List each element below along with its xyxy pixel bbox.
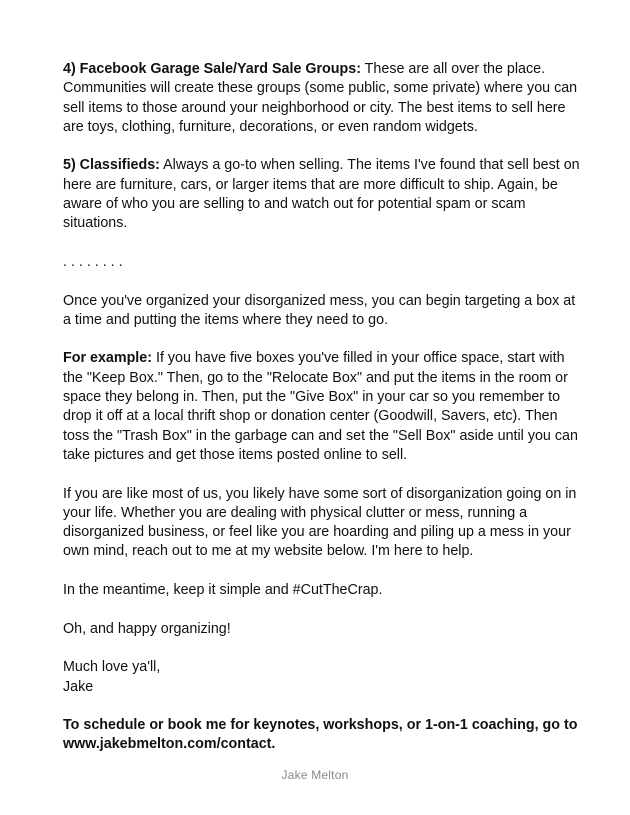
signoff-name: Jake [63, 678, 94, 695]
classifieds-heading: 5) Classifieds: [63, 157, 160, 174]
facebook-groups-heading: 4) Facebook Garage Sale/Yard Sale Groups: [63, 61, 361, 77]
example-text: If you have five boxes you've filled in your office space, start with the "Keep Box." Then, go to the "Relocate Box" and put the items in the room or space they belong in. Then, put the "Give Box" in your car so you remember to drop it off at a local thrift shop or donation center (Goodwill, Savers, etc). Then toss the "Trash Box" in the garbage can and set the "Sell Box" aside until you can take pictures and get those items posted online to sell. [63, 350, 578, 463]
paragraph-happy-organizing [63, 620, 583, 639]
divider-dots-text: . . . . . . . . [63, 253, 123, 270]
paragraph-facebook-groups [63, 60, 583, 137]
call-to-action-text: To schedule or book me for keynotes, workshops, or 1-on-1 coaching, go to www.jakebmelton.com/contact. [63, 717, 578, 753]
paragraph-targeting-boxes [63, 292, 583, 331]
signoff [63, 658, 583, 697]
classifieds-text: Always a go-to when selling. The items I've found that sell best on here are furniture, cars, or larger items that are more difficult to ship. Again, be aware of who you are selling to and watch out for potential spam or scam situations. [63, 157, 580, 232]
call-to-action [63, 716, 583, 755]
disorganization-text: If you are like most of us, you likely have some sort of disorganization going on in your life. Whether you are dealing with physical clutter or mess, running a disorganized business, or feel like you are hoarding and piling up a mess in your own mind, reach out to me at my website below. I'm here to help. [63, 485, 577, 560]
paragraph-meantime [63, 581, 583, 600]
targeting-boxes-text: Once you've organized your disorganized mess, you can begin targeting a box at a time and putting the items where they need to go. [63, 292, 576, 328]
paragraph-disorganization [63, 485, 583, 562]
happy-organizing-text: Oh, and happy organizing! [63, 620, 231, 637]
paragraph-classifieds [63, 156, 583, 233]
page-footer: Jake Melton [281, 768, 349, 782]
signoff-line: Much love ya'll, [63, 659, 161, 676]
paragraph-example [63, 349, 583, 465]
example-heading: For example: [63, 350, 152, 367]
document-body [63, 60, 583, 774]
meantime-text: In the meantime, keep it simple and #CutTheCrap. [63, 582, 383, 599]
section-divider-dots [63, 253, 583, 272]
facebook-groups-text: These are all over the place. Communities will create these groups (some public, some private) where you can sell items to those around your neighborhood or city. The best items to sell here are toys, clothing, furniture, decorations, or even random widgets. [63, 61, 578, 135]
